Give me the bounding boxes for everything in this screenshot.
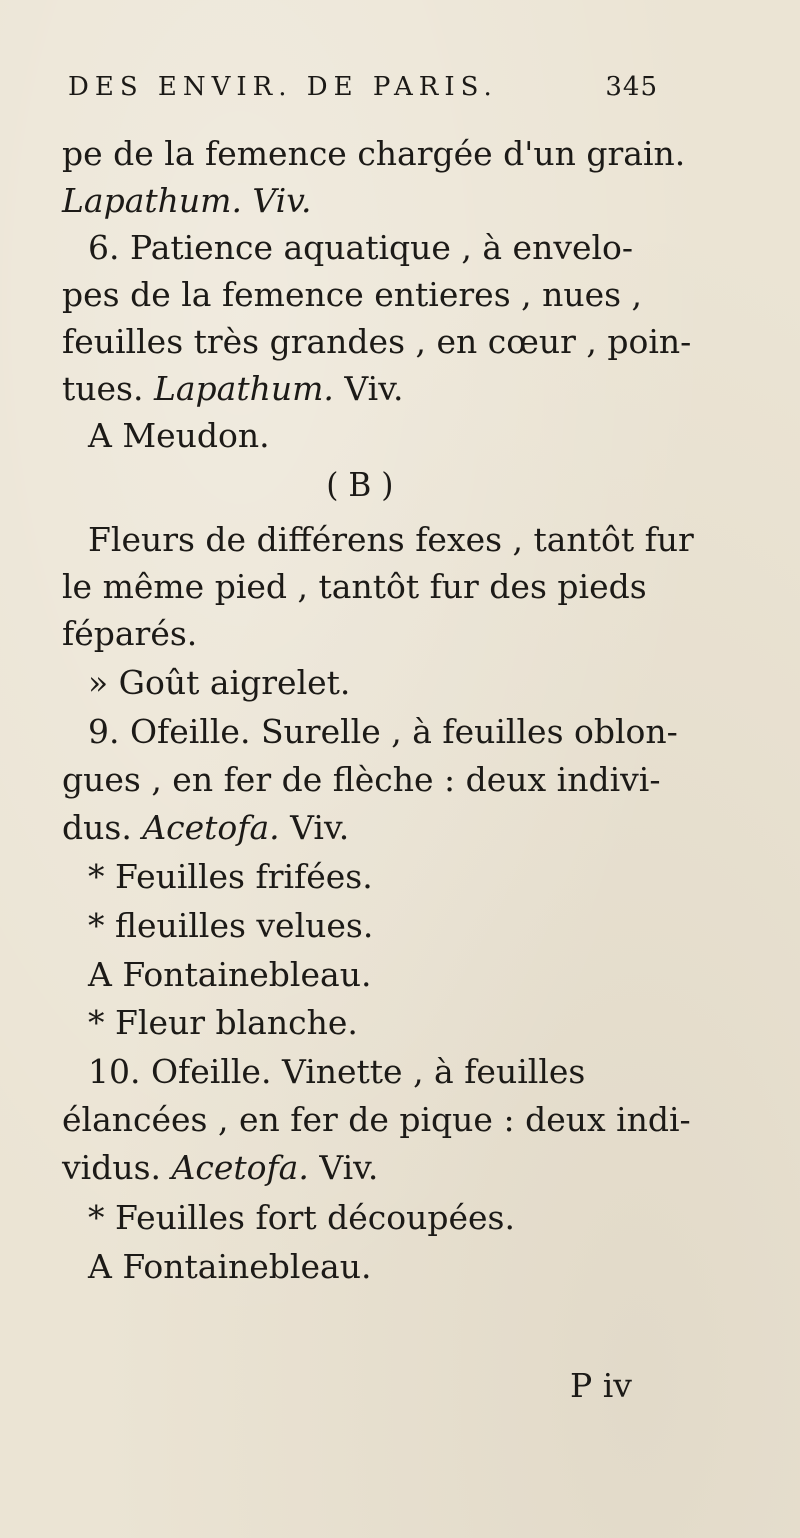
- text-line: feuilles très grandes , en cœur , poin-: [62, 322, 692, 361]
- signature-mark: P iv: [570, 1366, 632, 1405]
- page-number: 345: [605, 72, 658, 102]
- text-line: * Fleur blanche.: [88, 1003, 358, 1042]
- text-line: 9. Ofeille. Surelle , à feuilles oblon-: [88, 712, 678, 751]
- text-line: 6. Patience aquatique , à envelo-: [88, 228, 634, 267]
- text-line: A Fontainebleau.: [88, 955, 372, 994]
- text-line: * Feuilles frifées.: [88, 857, 373, 896]
- running-header: [68, 72, 658, 112]
- text-line: * fleuilles velues.: [88, 906, 374, 945]
- text-line: 10. Ofeille. Vinette , à feuilles: [88, 1052, 586, 1091]
- running-title: DES ENVIR. DE PARIS.: [68, 72, 498, 102]
- text-line: pes de la femence entieres , nues ,: [62, 275, 643, 314]
- text-line: gues , en fer de flèche : deux indivi-: [62, 760, 661, 799]
- text-line: élancées , en fer de pique : deux indi-: [62, 1100, 691, 1139]
- text-line: dus. Acetofa. Viv.: [62, 808, 350, 847]
- text-line: Lapathum. Viv.: [62, 181, 312, 220]
- text-line: pe de la femence chargée d'un grain.: [62, 134, 686, 173]
- text-line: A Fontainebleau.: [88, 1247, 372, 1286]
- text-line: » Goût aigrelet.: [88, 663, 351, 702]
- text-line: le même pied , tantôt fur des pieds: [62, 567, 647, 606]
- text-line: A Meudon.: [88, 416, 270, 455]
- text-line: féparés.: [62, 614, 198, 653]
- text-line: vidus. Acetofa. Viv.: [62, 1148, 379, 1187]
- text-line: Fleurs de différens fexes , tantôt fur: [88, 520, 694, 559]
- section-heading: ( B ): [326, 465, 394, 504]
- text-line: * Feuilles fort découpées.: [88, 1198, 515, 1237]
- text-line: tues. Lapathum. Viv.: [62, 369, 404, 408]
